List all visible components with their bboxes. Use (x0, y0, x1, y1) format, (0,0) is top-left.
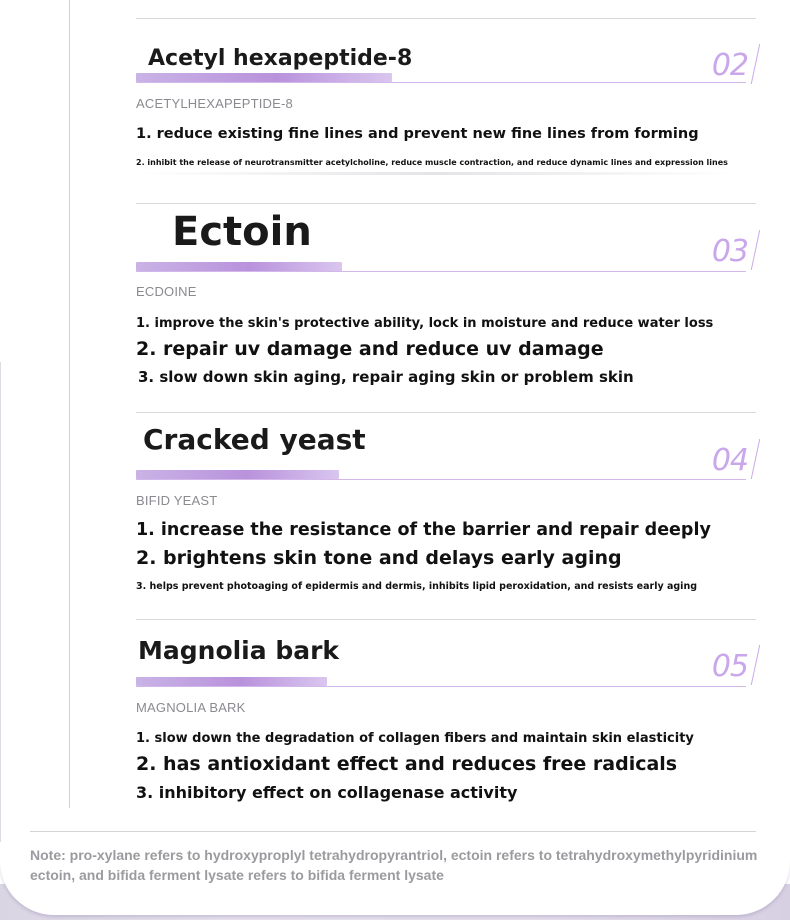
benefit-item: 2. inhibit the release of neurotransmitter acetylcholine, reduce muscle contraction, and reduce dynamic lines and expression lines (136, 158, 728, 167)
ingredient-subtitle: MAGNOLIA BARK (136, 700, 246, 715)
scan-smudge (136, 172, 736, 175)
note-divider (30, 831, 756, 832)
benefit-item: 1. increase the resistance of the barrier and repair deeply (136, 520, 711, 540)
title-underline (136, 686, 746, 687)
benefit-item: 1. improve the skin's protective ability, lock in moisture and reduce water loss (136, 316, 714, 331)
ingredient-subtitle: ECDOINE (136, 284, 197, 299)
benefit-item: 3. inhibitory effect on collagenase activity (136, 783, 518, 802)
ingredient-title: Cracked yeast (143, 423, 366, 456)
benefit-item: 2. repair uv damage and reduce uv damage (136, 338, 604, 360)
section-number: 02 (711, 48, 748, 83)
section-number: 04 (711, 443, 748, 478)
ingredient-section-cracked-yeast (136, 412, 756, 617)
title-highlight-bar (136, 73, 392, 82)
ingredient-subtitle: ACETYLHEXAPEPTIDE-8 (136, 96, 293, 111)
ingredient-title: Acetyl hexapeptide-8 (148, 46, 413, 71)
title-underline (136, 271, 746, 272)
title-highlight-bar (136, 677, 327, 686)
benefit-item: 2. has antioxidant effect and reduces free radicals (136, 753, 678, 775)
section-number: 03 (711, 234, 748, 269)
benefit-item: 1. slow down the degradation of collagen fibers and maintain skin elasticity (136, 731, 694, 746)
title-underline (136, 82, 746, 83)
ingredient-title: Ectoin (172, 209, 312, 255)
benefit-item: 3. slow down skin aging, repair aging skin or problem skin (138, 368, 634, 386)
ingredient-subtitle: BIFID YEAST (136, 493, 218, 508)
benefit-item: 1. reduce existing fine lines and prevent new fine lines from forming (136, 126, 699, 142)
title-underline (136, 479, 746, 480)
ingredient-section-ectoin (136, 203, 756, 408)
title-highlight-bar (136, 262, 342, 271)
ingredient-title: Magnolia bark (138, 636, 340, 665)
left-edge-line (0, 362, 1, 842)
ingredient-section-magnolia-bark (136, 619, 756, 809)
footnote: Note: pro-xylane refers to hydroxyproplyl tetrahydropyrantriol, ectoin refers to tetrahydroxymethylpyridinium ectoin, and bifida ferment lysate refers to bifida ferment lysate (30, 847, 758, 883)
benefit-item: 3. helps prevent photoaging of epidermis and dermis, inhibits lipid peroxidation, and resists early aging (136, 581, 698, 592)
benefit-item: 2. brightens skin tone and delays early aging (136, 547, 622, 569)
title-highlight-bar (136, 470, 339, 479)
left-border-line (69, 0, 70, 808)
ingredient-section-acetyl-hexapeptide (136, 18, 756, 188)
section-number: 05 (711, 649, 748, 684)
